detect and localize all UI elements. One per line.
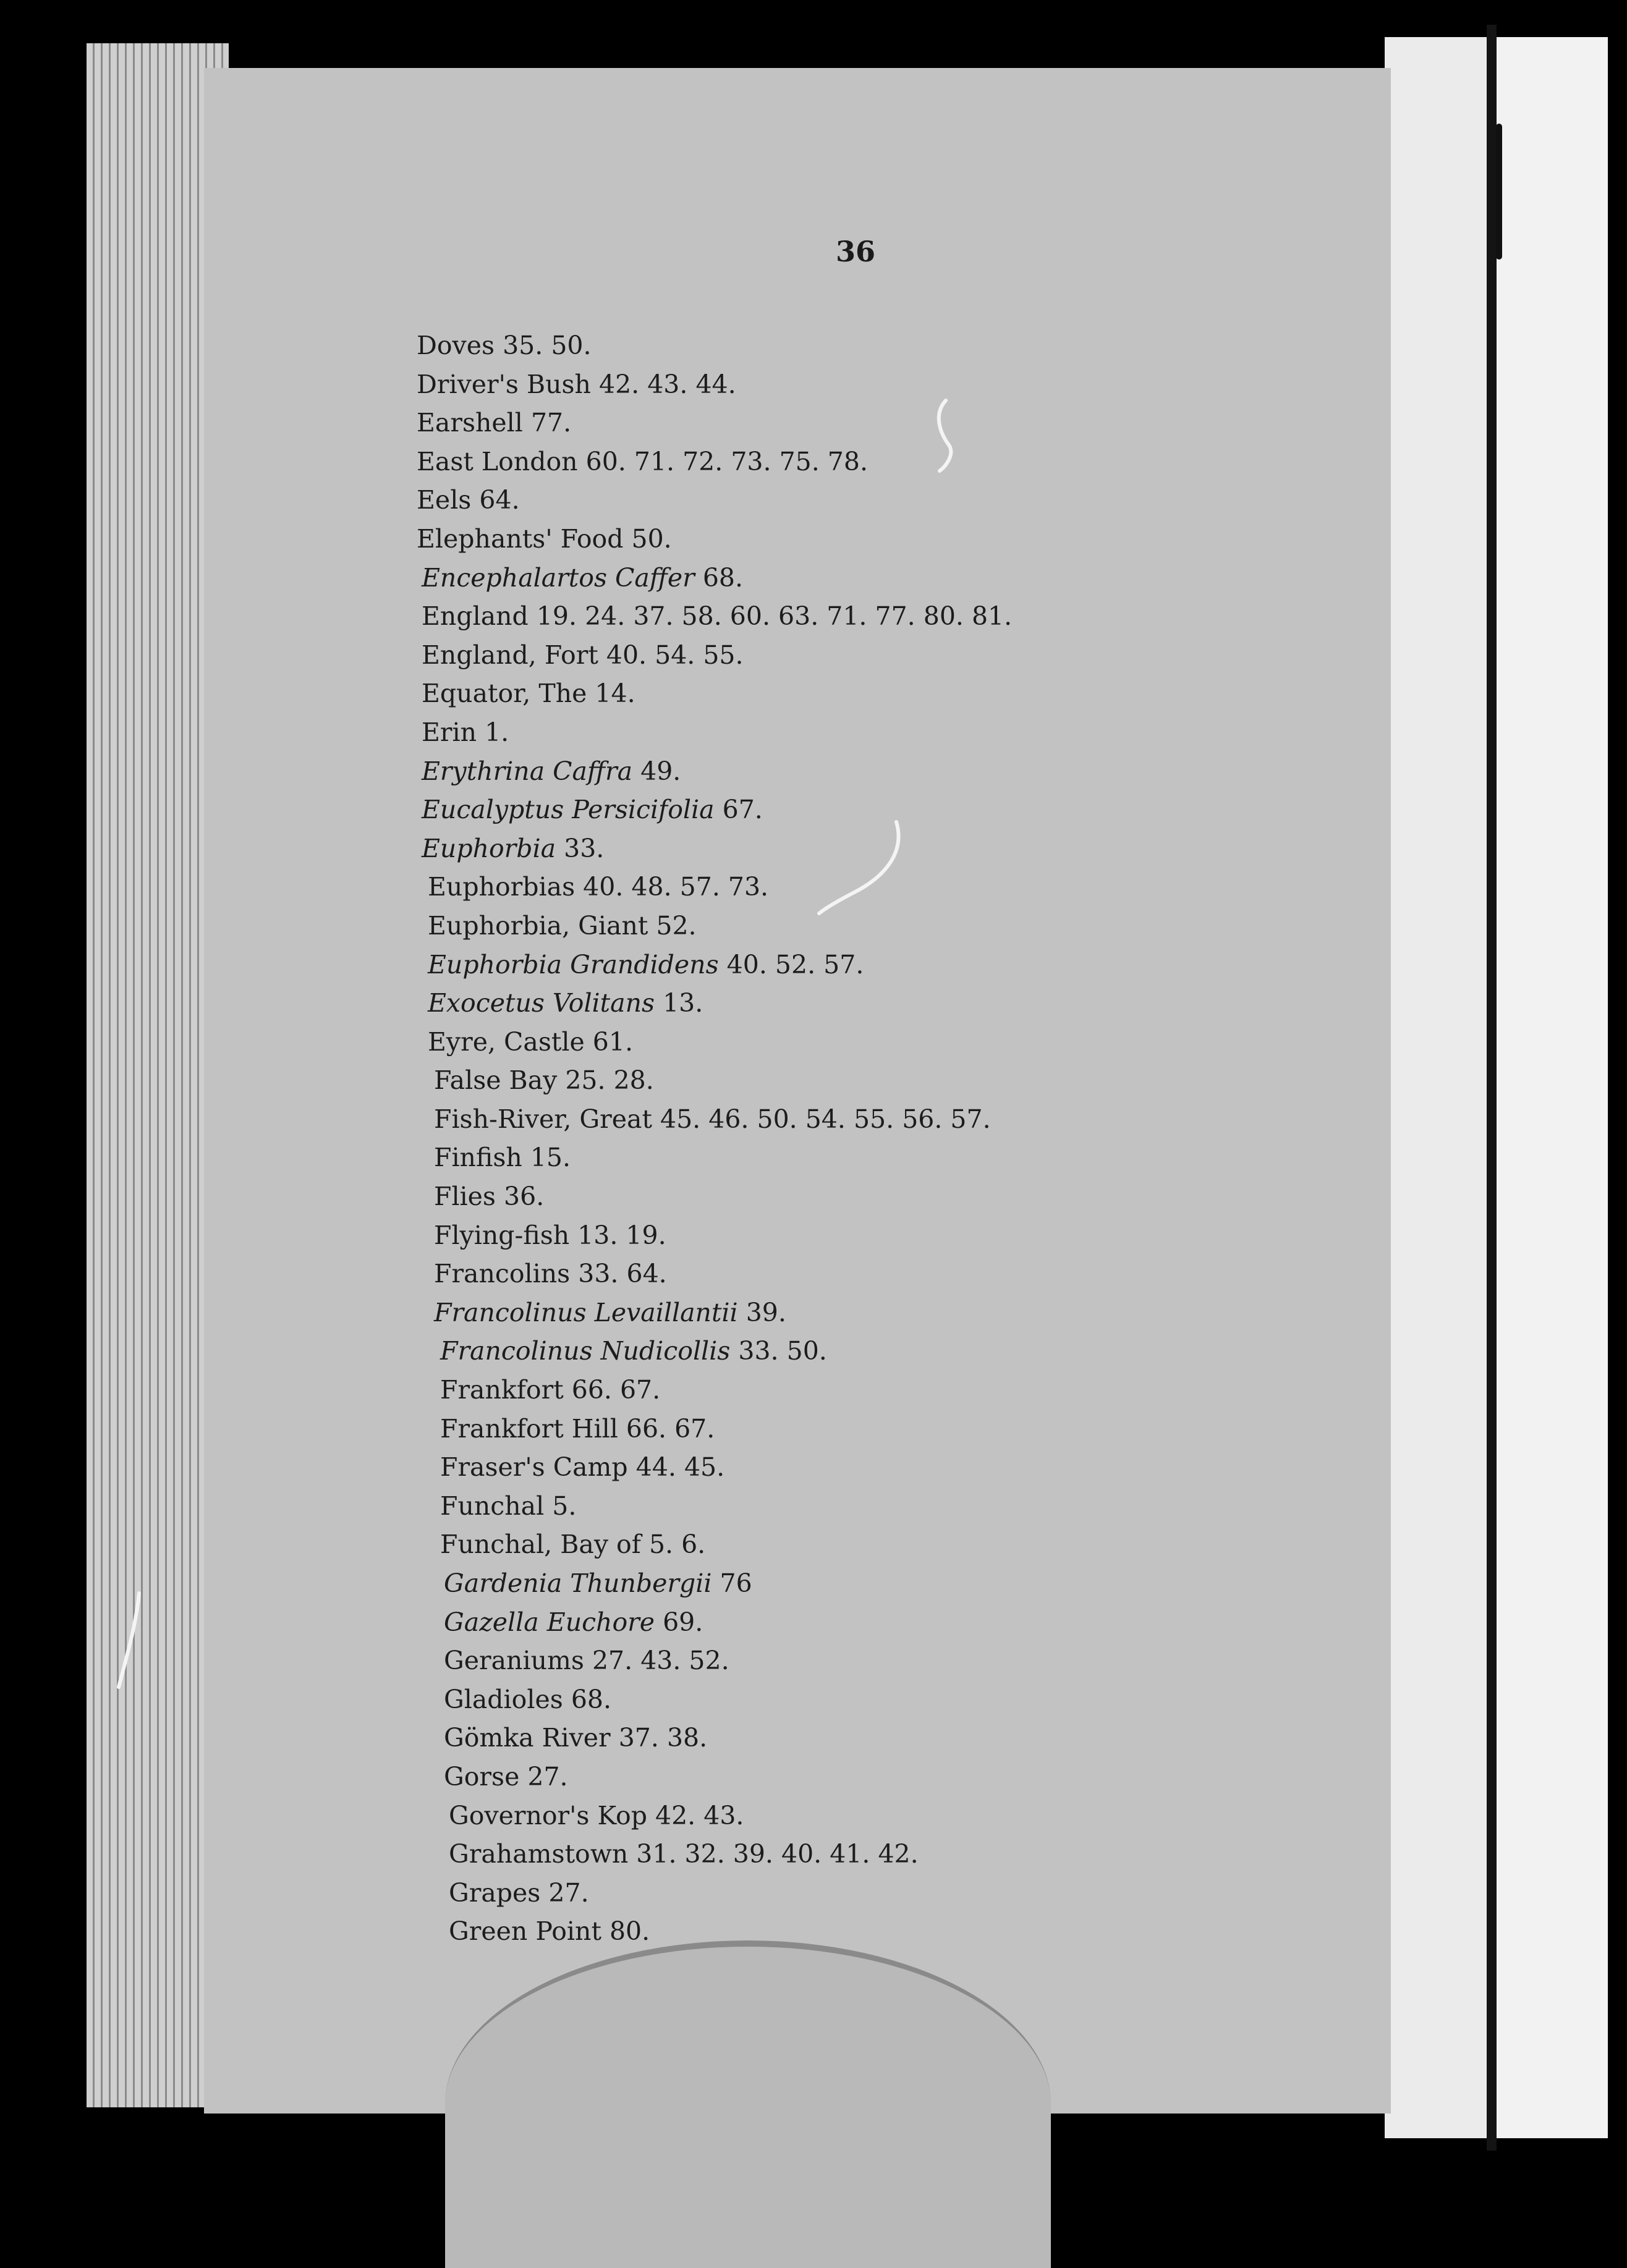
index-term: Fraser's Camp — [440, 1452, 628, 1483]
index-entry — [422, 752, 1012, 791]
index-term: Earshell — [417, 408, 523, 438]
index-pages: 5. 6. — [648, 1530, 706, 1560]
index-term: England, Fort — [422, 640, 598, 670]
index-entry — [434, 1061, 1012, 1100]
index-pages: 27. 43. 52. — [592, 1646, 729, 1676]
index-pages: 13. 19. — [577, 1220, 666, 1250]
index-pages: 40. 54. 55. — [606, 640, 744, 670]
index-pages: 15. — [530, 1143, 571, 1173]
index-pages: 40. 52. 57. — [726, 949, 864, 980]
index-entry — [440, 1448, 1012, 1487]
index-entry — [434, 1293, 1012, 1332]
index-term: Flies — [434, 1182, 496, 1212]
index-term: Gorse — [444, 1761, 520, 1792]
index-pages: 52. — [656, 910, 697, 941]
index-entry — [440, 1525, 1012, 1564]
index-pages: 64. — [479, 485, 520, 515]
index-pages: 36. — [504, 1182, 545, 1212]
index-term: Elephants' Food — [417, 523, 624, 554]
index-term: False Bay — [434, 1065, 558, 1096]
index-entry — [434, 1138, 1012, 1177]
index-entry — [444, 1758, 1012, 1796]
index-pages: 31. 32. 39. 40. 41. 42. — [636, 1839, 919, 1869]
index-entry — [422, 790, 1012, 829]
index-term: Francolinus Nudicollis — [440, 1336, 731, 1366]
index-entry — [422, 829, 1012, 868]
index-term: Exocetus Volitans — [428, 988, 655, 1018]
index-term: Funchal — [440, 1491, 545, 1521]
index-pages: 66. 67. — [571, 1375, 661, 1405]
index-term: Euphorbia — [422, 833, 556, 863]
index-entry — [440, 1487, 1012, 1526]
pencil-mark-top — [927, 396, 964, 476]
index-term: Francolins — [434, 1259, 571, 1289]
index-pages: 68. — [702, 562, 744, 593]
index-pages: 61. — [592, 1026, 633, 1057]
index-pages: 76 — [720, 1568, 752, 1598]
index-term: Flying-fish — [434, 1220, 570, 1250]
index-entry — [417, 481, 1012, 520]
index-entry — [444, 1719, 1012, 1758]
index-entry — [444, 1680, 1012, 1719]
index-pages: 49. — [640, 756, 681, 786]
index-entry — [428, 907, 1012, 946]
index-pages: 40. 48. 57. 73. — [583, 872, 769, 902]
index-pages: 50. — [631, 523, 672, 554]
index-entry — [417, 520, 1012, 559]
index-entry — [422, 559, 1012, 598]
index-term: Gardenia Thunbergii — [444, 1568, 712, 1598]
index-entry — [440, 1371, 1012, 1410]
index-term: Erythrina Caffra — [422, 756, 633, 786]
index-term: Funchal, Bay of — [440, 1530, 641, 1560]
index-entry — [449, 1796, 1012, 1835]
index-term: Encephalartos Caffer — [422, 562, 695, 593]
index-pages: 45. 46. 50. 54. 55. 56. 57. — [660, 1104, 991, 1134]
index-term: Gömka River — [444, 1723, 611, 1753]
index-term: Erin — [422, 717, 477, 747]
index-pages: 60. 71. 72. 73. 75. 78. — [585, 446, 869, 476]
pencil-mark-middle — [810, 816, 915, 921]
index-entry — [434, 1100, 1012, 1139]
index-pages: 27. — [548, 1877, 589, 1908]
facing-leaf — [1385, 37, 1496, 2138]
index-term: Geraniums — [444, 1646, 584, 1676]
pencil-mark-left — [111, 1588, 148, 1693]
index-term: Equator, The — [422, 679, 587, 709]
index-pages: 27. — [527, 1761, 568, 1792]
index-pages: 39. — [746, 1297, 786, 1327]
index-term: Finfish — [434, 1143, 522, 1173]
index-pages: 69. — [663, 1607, 703, 1637]
index-pages: 44. 45. — [635, 1452, 725, 1483]
right-page-strip — [1497, 37, 1608, 2138]
index-pages: 5. — [552, 1491, 577, 1521]
index-term: Euphorbias — [428, 872, 576, 902]
index-term: Doves — [417, 331, 495, 360]
index-pages: 19. 24. 37. 58. 60. 63. 71. 77. 80. 81. — [536, 601, 1013, 632]
index-entry — [428, 1023, 1012, 1062]
index-entry — [440, 1332, 1012, 1371]
index-pages: 25. 28. — [565, 1065, 654, 1096]
index-pages: 80. — [609, 1916, 650, 1947]
index-pages: 66. 67. — [626, 1413, 715, 1444]
index-term: Frankfort — [440, 1375, 564, 1405]
index-term: Euphorbia, Giant — [428, 910, 648, 941]
index-entry — [422, 636, 1012, 675]
index-entry — [417, 442, 1012, 481]
index-entry — [434, 1177, 1012, 1216]
index-entry — [428, 868, 1012, 907]
index-entry — [417, 404, 1012, 442]
index-term: Grahamstown — [449, 1839, 629, 1869]
index-entry — [444, 1564, 1012, 1603]
index-pages: 77. — [530, 408, 572, 438]
index-term: Francolinus Levaillantii — [434, 1297, 738, 1327]
index-entry — [422, 713, 1012, 752]
index-term: Grapes — [449, 1877, 541, 1908]
index-entry — [449, 1912, 1012, 1951]
index-term: Euphorbia Grandidens — [428, 949, 719, 980]
index-entry — [440, 1410, 1012, 1449]
index-term: Eyre, Castle — [428, 1026, 585, 1057]
binding-mark — [1496, 124, 1502, 260]
index-pages: 33. 50. — [738, 1336, 827, 1366]
index-term: Eels — [417, 485, 472, 515]
index-pages: 35. 50. — [503, 331, 592, 360]
index-pages: 42. 43. — [655, 1800, 744, 1830]
index-pages: 68. — [571, 1684, 612, 1714]
index-term: Green Point — [449, 1916, 601, 1947]
index-pages: 1. — [485, 717, 509, 747]
index-entry — [449, 1874, 1012, 1913]
index-term: Governor's Kop — [449, 1800, 647, 1830]
water-stain — [445, 1940, 1051, 2268]
index-pages: 67. — [722, 795, 763, 825]
index-term: Gazella Euchore — [444, 1607, 655, 1637]
index-pages: 13. — [663, 988, 703, 1018]
index-pages: 42. 43. 44. — [598, 369, 736, 399]
index-term: Fish-River, Great — [434, 1104, 652, 1134]
index-pages: 14. — [595, 679, 635, 709]
index-entry — [417, 365, 1012, 404]
index-list — [417, 326, 1012, 1951]
index-term: Eucalyptus Persicifolia — [422, 795, 715, 825]
book-gutter — [1487, 25, 1497, 2151]
page-number: 36 — [836, 235, 876, 268]
index-term: Frankfort Hill — [440, 1413, 618, 1444]
index-term: Driver's Bush — [417, 369, 591, 399]
index-entry — [444, 1641, 1012, 1680]
index-entry — [422, 674, 1012, 713]
index-pages: 33. — [564, 833, 605, 863]
index-entry — [444, 1603, 1012, 1642]
index-entry — [417, 326, 1012, 365]
index-entry — [449, 1835, 1012, 1874]
index-pages: 33. 64. — [578, 1259, 667, 1289]
index-pages: 37. 38. — [618, 1723, 708, 1753]
index-entry — [434, 1255, 1012, 1293]
index-entry — [428, 946, 1012, 984]
index-term: East London — [417, 446, 578, 476]
index-entry — [422, 597, 1012, 636]
index-entry — [434, 1216, 1012, 1255]
index-entry — [428, 984, 1012, 1023]
index-term: Gladioles — [444, 1684, 563, 1714]
index-term: England — [422, 601, 529, 632]
